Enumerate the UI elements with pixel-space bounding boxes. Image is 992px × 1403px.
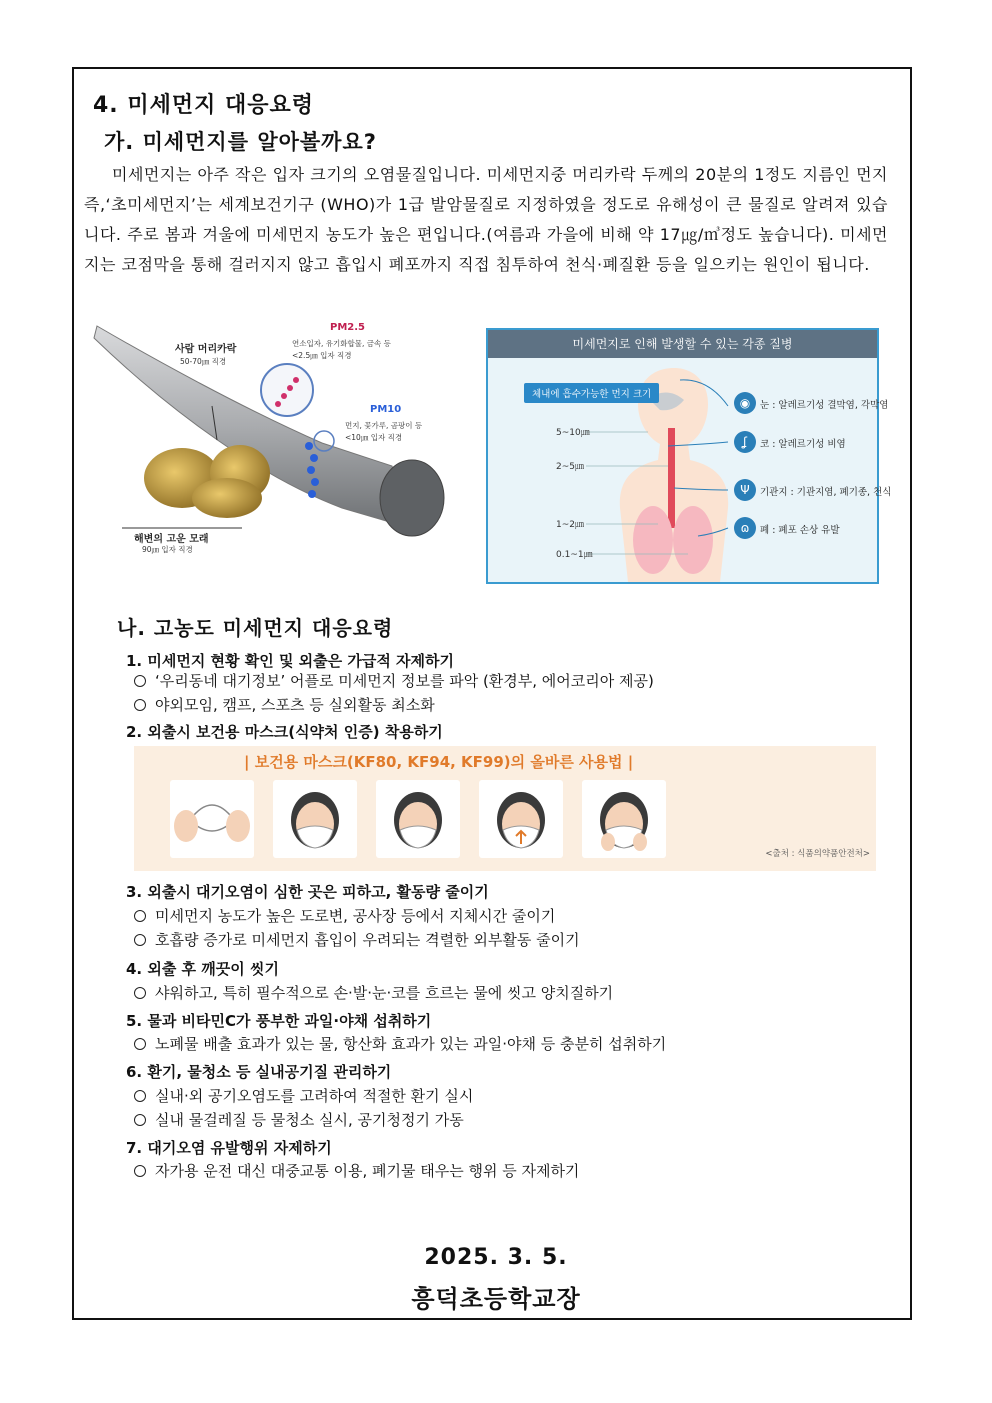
item-7-title: 7. 대기오염 유발행위 자제하기 (126, 1139, 332, 1157)
item-5-title: 5. 물과 비타민C가 풍부한 과일·야채 섭취하기 (126, 1012, 432, 1030)
size-label: 5~10㎛ (556, 428, 590, 438)
bullet-text: 샤워하고, 특히 필수적으로 손·발·눈·코를 흐르는 물에 씻고 양치질하기 (155, 984, 614, 1002)
pm10-desc: 먼지, 꽃가루, 곰팡이 등 (345, 421, 423, 430)
pm25-desc: 연소입자, 유기화합물, 금속 등 (292, 339, 391, 348)
hair-size: 50-70㎛ 직경 (180, 357, 227, 366)
disease-label-bronchi: 기관지 : 기관지염, 폐기종, 천식 (760, 487, 892, 498)
circle-bullet-icon (134, 699, 146, 711)
bullet-text: 야외모임, 캠프, 스포츠 등 실외활동 최소화 (155, 696, 435, 714)
bullet-item (134, 1085, 473, 1106)
size-label: 0.1~1㎛ (556, 550, 593, 560)
pm25-size: <2.5㎛ 입자 직경 (292, 351, 352, 360)
absorbable-size-tag: 체내에 흡수가능한 먼지 크기 (524, 383, 659, 403)
sand-size: 90㎛ 입자 직경 (142, 545, 193, 554)
bullet-item (134, 982, 613, 1003)
item-6-title: 6. 환기, 물청소 등 실내공기질 관리하기 (126, 1063, 392, 1081)
circle-bullet-icon (134, 1165, 146, 1177)
bullet-text: 실내 물걸레질 등 물청소 실시, 공기청정기 가동 (155, 1111, 464, 1129)
disease-figure-title: 미세먼지로 인해 발생할 수 있는 각종 질병 (488, 330, 877, 358)
pm10-size: <10㎛ 입자 직경 (345, 433, 403, 442)
bullet-text: 실내·외 공기오염도를 고려하여 적절한 환기 실시 (155, 1087, 474, 1105)
disease-label-eye: 눈 : 알레르기성 결막염, 각막염 (760, 400, 889, 411)
subsection-title-b: 나. 고농도 미세먼지 대응요령 (117, 616, 394, 640)
mask-step-5 (582, 780, 666, 858)
mask-usage-figure (134, 746, 876, 871)
bullet-item (134, 929, 580, 950)
size-label: 2~5㎛ (556, 462, 584, 472)
size-label: 1~2㎛ (556, 520, 584, 530)
bullet-text: 미세먼지 농도가 높은 도로변, 공사장 등에서 지체시간 줄이기 (155, 907, 556, 925)
item-3-title: 3. 외출시 대기오염이 심한 곳은 피하고, 활동량 줄이기 (126, 883, 489, 901)
circle-bullet-icon (134, 1038, 146, 1050)
bullet-text: ‘우리동네 대기정보’ 어플로 미세먼지 정보를 파악 (환경부, 에어코리아 제공) (155, 672, 654, 690)
item-1-title: 1. 미세먼지 현황 확인 및 외출은 가급적 자제하기 (126, 652, 455, 670)
lungs-icon: ɷ (734, 517, 756, 539)
hair-particle-figure (92, 318, 457, 558)
intro-paragraph (84, 160, 888, 280)
face-mask-icon (582, 780, 666, 858)
bullet-item (134, 1033, 666, 1054)
pm10-label: PM10 (370, 404, 402, 415)
bullet-text: 노폐물 배출 효과가 있는 물, 항산화 효과가 있는 과일·야채 등 충분히 섭취하기 (155, 1035, 667, 1053)
circle-bullet-icon (134, 910, 146, 922)
item-2-title: 2. 외출시 보건용 마스크(식약처 인증) 착용하기 (126, 723, 443, 741)
bullet-item (134, 1109, 464, 1130)
document-date: 2025. 3. 5. (424, 1245, 568, 1270)
mask-step-1 (170, 780, 254, 858)
bronchi-icon: Ψ (734, 479, 756, 501)
face-mask-icon (376, 780, 460, 858)
bullet-item (134, 694, 435, 715)
mask-step-3 (376, 780, 460, 858)
hair-illustration (92, 318, 457, 558)
intro-text: 미세먼지는 아주 작은 입자 크기의 오염물질입니다. 미세먼지중 머리카락 두께의 20분의 1정도 지름인 먼지 즉,‘초미세먼지’는 세계보건기구 (WHO)가 1급 발암물질로 지정하였을 정도로 유해성이 큰 물질로 알려져 있습니다. 주로 봄과 겨울에 미세먼지 농도가 높은 편입니다.(여름과 가을에 비해 약 17㎍/㎥정도 높습니다). 미세먼지는 코점막을 통해 걸러지지 않고 흡입시 폐포까지 직접 침투하여 천식·폐질환 등을 일으키는 원인이 됩니다. (84, 165, 888, 274)
bullet-item (134, 905, 555, 926)
hands-mask-icon (170, 780, 254, 858)
disease-label-nose: 코 : 알레르기성 비염 (760, 439, 846, 450)
pm25-label: PM2.5 (330, 322, 365, 333)
item-4-title: 4. 외출 후 깨끗이 씻기 (126, 960, 279, 978)
sand-label: 해변의 고운 모래 (134, 534, 209, 545)
bullet-item (134, 1160, 579, 1181)
face-mask-icon (479, 780, 563, 858)
circle-bullet-icon (134, 934, 146, 946)
circle-bullet-icon (134, 675, 146, 687)
subsection-title-a: 가. 미세먼지를 알아볼까요? (104, 130, 377, 154)
circle-bullet-icon (134, 987, 146, 999)
mask-figure-credit: <출처 : 식품의약품안전처> (765, 849, 870, 859)
eye-icon: ◉ (734, 392, 756, 414)
bullet-text: 호흡량 증가로 미세먼지 흡입이 우려되는 격렬한 외부활동 줄이기 (155, 931, 580, 949)
mask-step-4 (479, 780, 563, 858)
mask-step-2 (273, 780, 357, 858)
circle-bullet-icon (134, 1114, 146, 1126)
disease-figure (486, 328, 892, 584)
mask-figure-title: | 보건용 마스크(KF80, KF94, KF99)의 올바른 사용법 | (244, 753, 634, 771)
hair-label: 사람 머리카락 (175, 344, 237, 355)
bullet-item (134, 670, 654, 691)
signature: 흥덕초등학교장 (411, 1285, 581, 1313)
section-title: 4. 미세먼지 대응요령 (93, 93, 314, 118)
bullet-text: 자가용 운전 대신 대중교통 이용, 폐기물 태우는 행위 등 자제하기 (155, 1162, 580, 1180)
face-mask-icon (273, 780, 357, 858)
nose-icon: ʆ (734, 431, 756, 453)
circle-bullet-icon (134, 1090, 146, 1102)
disease-label-lungs: 폐 : 폐포 손상 유발 (760, 525, 840, 536)
